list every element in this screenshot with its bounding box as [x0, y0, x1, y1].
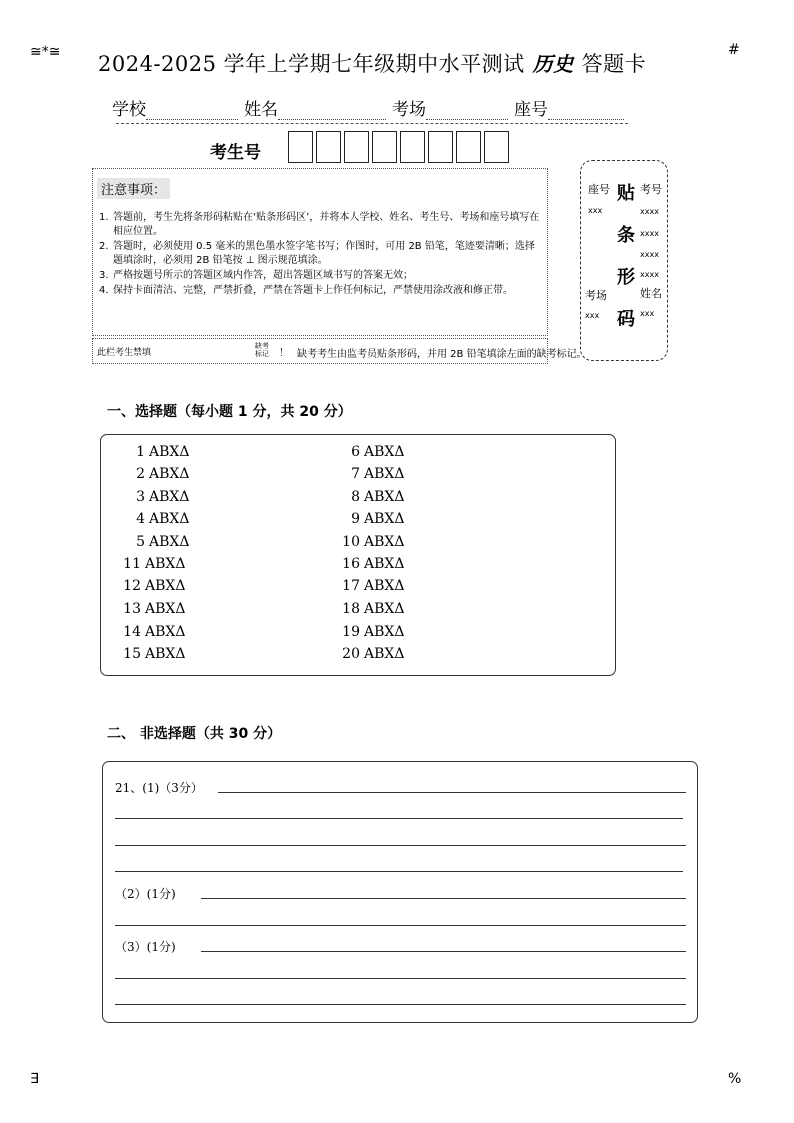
absent-instruction: 缺考考生由监考员贴条形码，并用 2B 铅笔填涂左面的缺考标记。 [297, 349, 587, 360]
mc-option-bubbles[interactable]: ABXΔ [149, 511, 190, 527]
absent-marker-row [92, 338, 587, 364]
title-prefix: 2024-2025 学年上学期七年级期中水平测试 [98, 52, 525, 76]
mc-option-bubbles[interactable]: ABXΔ [364, 444, 405, 460]
mc-option-bubbles[interactable]: ABXΔ [364, 534, 405, 550]
barcode-name-value: xxx [640, 309, 655, 318]
multiple-choice-box [100, 434, 616, 676]
barcode-exam-value: xxxx [640, 250, 659, 259]
barcode-char: 形 [617, 267, 635, 288]
page-title [98, 48, 646, 78]
mc-question-number: 14 [123, 624, 141, 640]
notice-item-number: 2. [99, 241, 109, 252]
barcode-exam-value: xxxx [640, 229, 659, 238]
barcode-seat-label: 座号 [588, 183, 610, 196]
title-suffix: 答题卡 [581, 52, 647, 76]
mc-question-number: 5 [136, 534, 145, 550]
mc-question-row [123, 511, 189, 527]
mc-question-number: 10 [342, 534, 360, 550]
mc-option-bubbles[interactable]: ABXΔ [364, 624, 405, 640]
seat-field[interactable] [514, 95, 624, 120]
mc-question-row [338, 556, 404, 572]
mc-question-number: 19 [342, 624, 360, 640]
barcode-exam-value: xxxx [640, 270, 659, 279]
school-label: 学校 [112, 100, 146, 120]
notice-item [99, 240, 543, 268]
notice-item [99, 284, 543, 298]
room-field[interactable] [392, 95, 508, 120]
answer-line[interactable] [218, 792, 686, 793]
exam-number-digit-box[interactable] [344, 131, 369, 163]
mc-question-row [338, 624, 404, 640]
exam-number-digit-box[interactable] [428, 131, 453, 163]
answer-line[interactable] [201, 951, 686, 952]
exam-number-digit-box[interactable] [316, 131, 341, 163]
mc-question-row [119, 646, 185, 662]
mc-question-number: 8 [351, 489, 360, 505]
mc-option-bubbles[interactable]: ABXΔ [364, 578, 405, 594]
answer-line[interactable] [115, 1004, 686, 1005]
mc-question-row [338, 489, 404, 505]
notice-item-number: 4. [99, 285, 109, 296]
room-label: 考场 [392, 100, 426, 120]
mc-option-bubbles[interactable]: ABXΔ [364, 601, 405, 617]
mc-option-bubbles[interactable]: ABXΔ [364, 466, 405, 482]
mc-question-number: 17 [342, 578, 360, 594]
section-1-title: 一、选择题（每小题 1 分，共 20 分） [107, 404, 352, 420]
notice-panel [92, 168, 548, 336]
subject-name: 历史 [532, 52, 574, 76]
student-info-row [112, 95, 628, 121]
notice-item-text: 保持卡面清洁、完整，严禁折叠，严禁在答题卡上作任何标记，严禁使用涂改液和修正带。 [113, 285, 513, 296]
barcode-char: 码 [617, 309, 635, 330]
barcode-exam-label: 考号 [640, 183, 662, 196]
mc-question-row [338, 646, 404, 662]
name-blank[interactable] [278, 102, 386, 120]
notice-item [99, 269, 543, 283]
school-field[interactable] [112, 95, 238, 120]
mc-question-row [338, 601, 404, 617]
answer-line[interactable] [115, 871, 683, 872]
corner-mark-top-left: ≅*≅ [30, 44, 61, 60]
seat-blank[interactable] [548, 102, 624, 120]
mc-option-bubbles[interactable]: ABXΔ [145, 601, 186, 617]
mc-option-bubbles[interactable]: ABXΔ [145, 646, 186, 662]
mc-question-row [123, 444, 189, 460]
answer-line[interactable] [115, 978, 686, 979]
corner-mark-top-right: # [728, 42, 740, 58]
exam-number-label: 考生号 [210, 143, 261, 163]
name-label: 姓名 [244, 100, 278, 120]
section-2-title: 二、 非选择题（共 30 分） [107, 726, 282, 742]
mc-question-number: 18 [342, 601, 360, 617]
mc-question-number: 9 [351, 511, 360, 527]
mc-option-bubbles[interactable]: ABXΔ [145, 578, 186, 594]
absent-restricted-label: 此栏考生禁填 [97, 348, 152, 358]
divider-dashed [116, 123, 628, 124]
mc-option-bubbles[interactable]: ABXΔ [149, 534, 190, 550]
exam-number-digit-box[interactable] [400, 131, 425, 163]
barcode-area[interactable] [580, 160, 668, 361]
mc-question-number: 1 [136, 444, 145, 460]
mc-question-row [338, 534, 404, 550]
name-field[interactable] [244, 95, 386, 120]
mc-question-row [119, 578, 185, 594]
notice-item [99, 211, 543, 239]
exam-number-digit-box[interactable] [288, 131, 313, 163]
exam-number-boxes [288, 131, 512, 163]
mc-question-row [119, 556, 185, 572]
barcode-char: 条 [617, 225, 635, 246]
notice-item-number: 1. [99, 212, 109, 223]
mc-option-bubbles[interactable]: ABXΔ [145, 624, 186, 640]
notice-item-text: 答题时，必须使用 0.5 毫米的黑色墨水签字笔书写；作图时，可用 2B 铅笔，笔迹要清晰；选择题填涂时，必须用 2B 铅笔按 ⊥ 图示规范填涂。 [113, 241, 535, 266]
mc-option-bubbles[interactable]: ABXΔ [149, 444, 190, 460]
answer-line[interactable] [201, 898, 686, 899]
q21-part1-label: 21、(1)（3分） [115, 781, 203, 795]
barcode-room-label: 考场 [585, 289, 607, 302]
open-question-box [102, 761, 698, 1023]
notice-item-text: 答题前，考生先将条形码粘贴在‘贴条形码区’，并将本人学校、姓名、考生号、考场和座号填写在相应位置。 [113, 212, 540, 237]
notice-title: 注意事项： [97, 178, 170, 199]
mc-question-number: 13 [123, 601, 141, 617]
mc-question-row [338, 444, 404, 460]
barcode-room-value: xxx [585, 311, 600, 320]
mc-question-number: 6 [351, 444, 360, 460]
absent-bang: ！ [279, 348, 289, 359]
mc-question-row [338, 578, 404, 594]
exam-number-digit-box[interactable] [372, 131, 397, 163]
mc-option-bubbles[interactable]: ABXΔ [149, 489, 190, 505]
mc-option-bubbles[interactable]: ABXΔ [364, 646, 405, 662]
answer-line[interactable] [115, 925, 686, 926]
corner-mark-bottom-right: % [728, 1071, 742, 1087]
room-blank[interactable] [426, 102, 508, 120]
mc-option-bubbles[interactable]: ABXΔ [364, 556, 405, 572]
mc-question-number: 7 [351, 466, 360, 482]
notice-list [99, 211, 543, 299]
mc-question-number: 3 [136, 489, 145, 505]
mc-option-bubbles[interactable]: ABXΔ [149, 466, 190, 482]
mc-question-number: 20 [342, 646, 360, 662]
mc-question-row [119, 601, 185, 617]
mc-question-row [119, 624, 185, 640]
mc-question-row [123, 489, 189, 505]
mc-question-number: 4 [136, 511, 145, 527]
notice-item-text: 严格按题号所示的答题区域内作答，超出答题区域书写的答案无效； [113, 270, 413, 281]
answer-line[interactable] [115, 845, 686, 846]
absent-mark-box[interactable]: 缺考标记 [255, 342, 269, 358]
mc-option-bubbles[interactable]: ABXΔ [145, 556, 186, 572]
barcode-exam-value: xxxx [640, 207, 659, 216]
q21-part2-label: （2）(1分) [115, 887, 176, 901]
barcode-seat-value: xxx [588, 206, 603, 215]
barcode-name-label: 姓名 [640, 287, 662, 300]
exam-number-digit-box[interactable] [484, 131, 509, 163]
mc-question-number: 12 [123, 578, 141, 594]
mc-question-row [123, 466, 189, 482]
mc-question-row [123, 534, 189, 550]
school-blank[interactable] [146, 102, 238, 120]
mc-question-row [338, 511, 404, 527]
mc-question-number: 11 [123, 556, 141, 572]
notice-item-number: 3. [99, 270, 109, 281]
mc-option-bubbles[interactable]: ABXΔ [364, 511, 405, 527]
exam-number-digit-box[interactable] [456, 131, 481, 163]
mc-question-number: 16 [342, 556, 360, 572]
q21-part3-label: （3）(1分) [115, 940, 176, 954]
barcode-char: 贴 [617, 183, 635, 204]
mc-question-number: 15 [123, 646, 141, 662]
mc-question-row [338, 466, 404, 482]
mc-option-bubbles[interactable]: ABXΔ [364, 489, 405, 505]
corner-mark-bottom-left: ∃ [30, 1071, 39, 1087]
answer-line[interactable] [115, 818, 683, 819]
mc-question-number: 2 [136, 466, 145, 482]
seat-label: 座号 [514, 100, 548, 120]
